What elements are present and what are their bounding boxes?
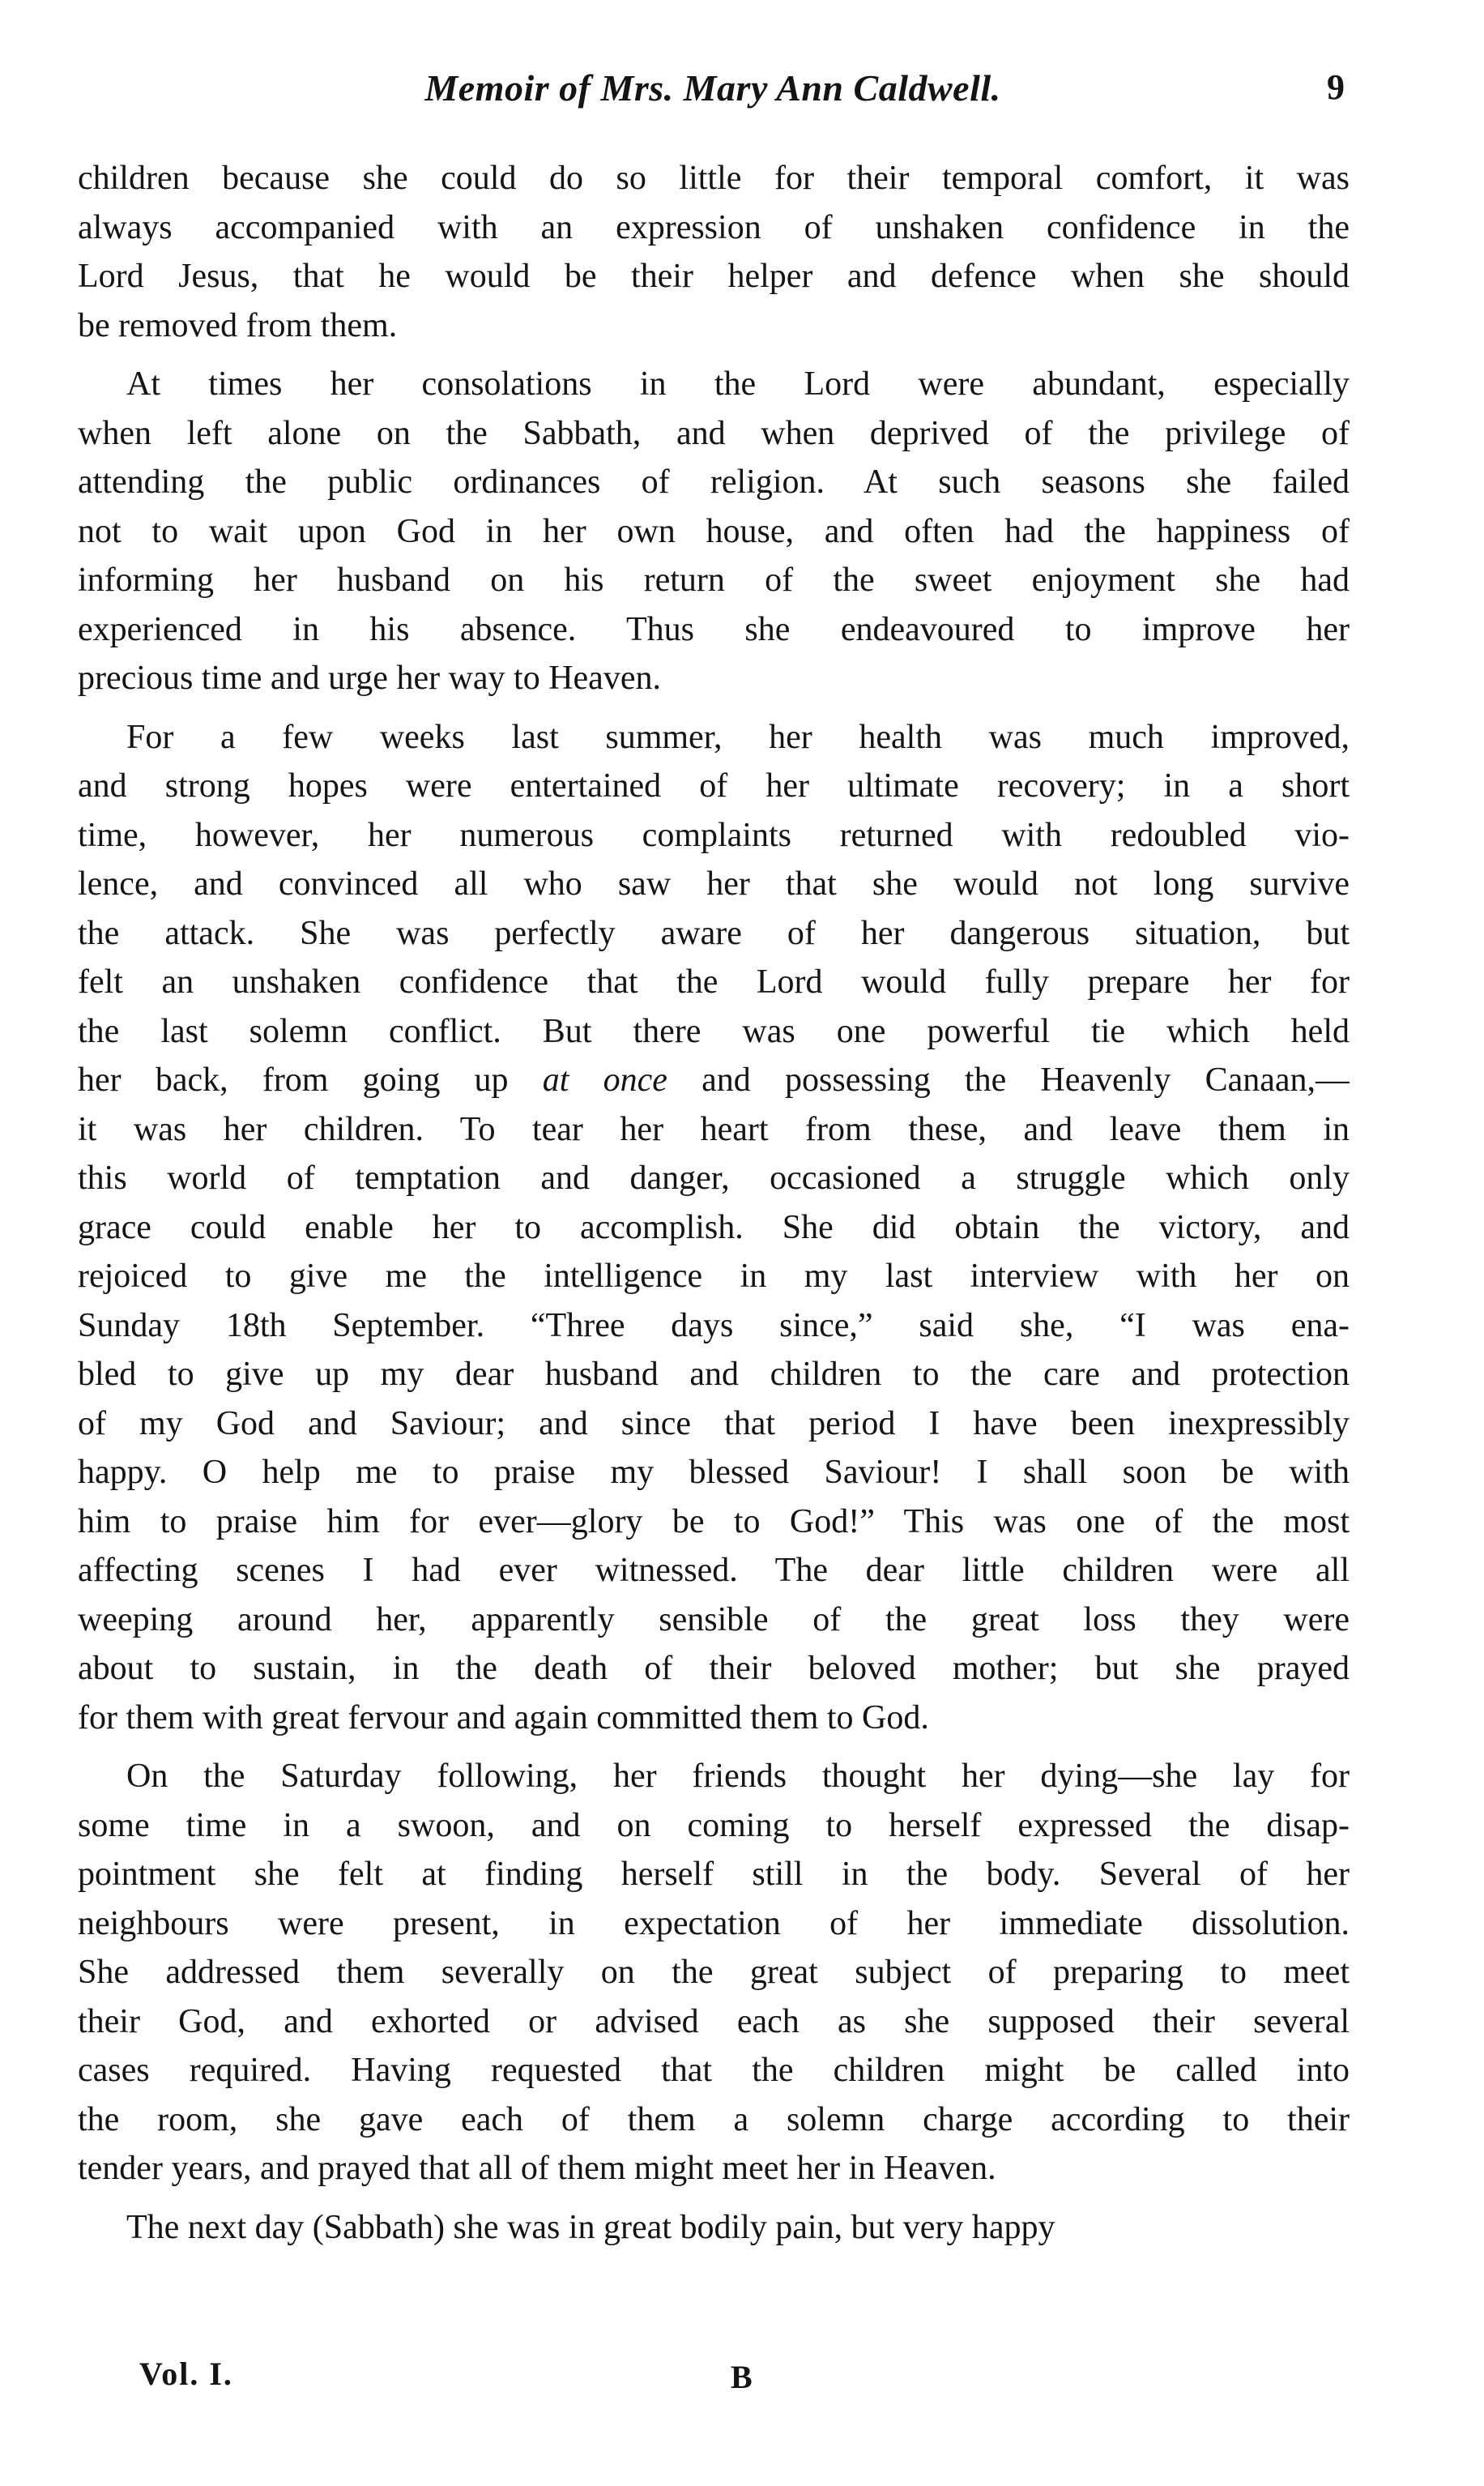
text-line: On the Saturday following, her friends thought her dying—she lay for	[126, 1758, 1350, 1795]
paragraph	[78, 360, 1350, 703]
text-line: precious time and urge her way to Heaven.	[78, 660, 661, 697]
text-line: for them with great fervour and again committed them to God.	[78, 1698, 929, 1736]
text-line: their God, and exhorted or advised each as she supposed their several	[78, 2002, 1350, 2040]
text-line: lence, and convinced all who saw her that she would not long survive	[78, 865, 1350, 903]
text-line: attending the public ordinances of religion. At such seasons she failed	[78, 463, 1350, 501]
body-text	[78, 154, 1350, 2262]
paragraph	[78, 2203, 1350, 2253]
text-line: her back, from going up at once and possessing the Heavenly Canaan,—	[78, 1061, 1350, 1099]
text-line: informing her husband on his return of the sweet enjoyment she had	[78, 562, 1350, 599]
text-line: experienced in his absence. Thus she endeavoured to improve her	[78, 610, 1350, 648]
text-line: felt an unshaken confidence that the Lord would fully prepare her for	[78, 963, 1350, 1001]
text-line: it was her children. To tear her heart from these, and leave them in	[78, 1110, 1350, 1148]
text-line: not to wait upon God in her own house, and often had the happiness of	[78, 512, 1350, 550]
text-line: bled to give up my dear husband and children to the care and protection	[78, 1356, 1350, 1393]
text-line: cases required. Having requested that the children might be called into	[78, 2052, 1350, 2089]
running-title: Memoir of Mrs. Mary Ann Caldwell.	[424, 67, 1001, 109]
text-line: grace could enable her to accomplish. She did obtain the victory, and	[78, 1208, 1350, 1246]
text-line: affecting scenes I had ever witnessed. The dear little children were all	[78, 1552, 1350, 1589]
text-line: For a few weeks last summer, her health was much improved,	[126, 718, 1350, 756]
text-line: always accompanied with an expression of unshaken confidence in the	[78, 208, 1350, 246]
text-line: about to sustain, in the death of their beloved mother; but she prayed	[78, 1650, 1350, 1687]
paragraph	[78, 1752, 1350, 2193]
text-line: of my God and Saviour; and since that period I have been inexpressibly	[78, 1404, 1350, 1442]
text-line: some time in a swoon, and on coming to herself expressed the disap-	[78, 1806, 1350, 1844]
page-header	[81, 66, 1345, 123]
text-line: The next day (Sabbath) she was in great bodily pain, but very happy	[126, 2208, 1055, 2246]
text-line: happy. O help me to praise my blessed Saviour! I shall soon be with	[78, 1454, 1350, 1491]
text-line: Lord Jesus, that he would be their helper and defence when she should	[78, 258, 1350, 295]
text-line: tender years, and prayed that all of them might meet her in Heaven.	[78, 2150, 996, 2187]
text-line: the last solemn conflict. But there was one powerful tie which held	[78, 1012, 1350, 1050]
text-line: rejoiced to give me the intelligence in my last interview with her on	[78, 1258, 1350, 1295]
page-number: 9	[1327, 67, 1345, 107]
text-line: neighbours were present, in expectation of her immediate dissolution.	[78, 1904, 1350, 1942]
text-line: be removed from them.	[78, 306, 398, 344]
text-line: She addressed them severally on the great subject of preparing to meet	[78, 1954, 1350, 1991]
text-line: the attack. She was perfectly aware of her dangerous situation, but	[78, 914, 1350, 952]
paragraph	[78, 713, 1350, 1743]
text-line: children because she could do so little for their temporal comfort, it was	[78, 160, 1350, 197]
volume-label: Vol. I.	[139, 2356, 233, 2392]
text-line: the room, she gave each of them a solemn charge according to their	[78, 2100, 1350, 2138]
text-line: weeping around her, apparently sensible of the great loss they were	[78, 1600, 1350, 1638]
text-line: him to praise him for ever—glory be to God!” This was one of the most	[78, 1502, 1350, 1540]
paragraph	[78, 154, 1350, 350]
text-line: this world of temptation and danger, occasioned a struggle which only	[78, 1160, 1350, 1197]
text-line: Sunday 18th September. “Three days since,” said she, “I was ena-	[78, 1306, 1350, 1344]
signature-mark: B	[731, 2359, 753, 2395]
text-line: time, however, her numerous complaints returned with redoubled vio-	[78, 816, 1350, 854]
text-line: and strong hopes were entertained of her ultimate recovery; in a short	[78, 767, 1350, 805]
page-footer	[139, 2355, 1273, 2403]
text-line: pointment she felt at finding herself still in the body. Several of her	[78, 1856, 1350, 1893]
emphasis: at once	[542, 1061, 667, 1099]
text-line: when left alone on the Sabbath, and when deprived of the privilege of	[78, 414, 1350, 452]
text-line: At times her consolations in the Lord were abundant, especially	[126, 365, 1350, 403]
